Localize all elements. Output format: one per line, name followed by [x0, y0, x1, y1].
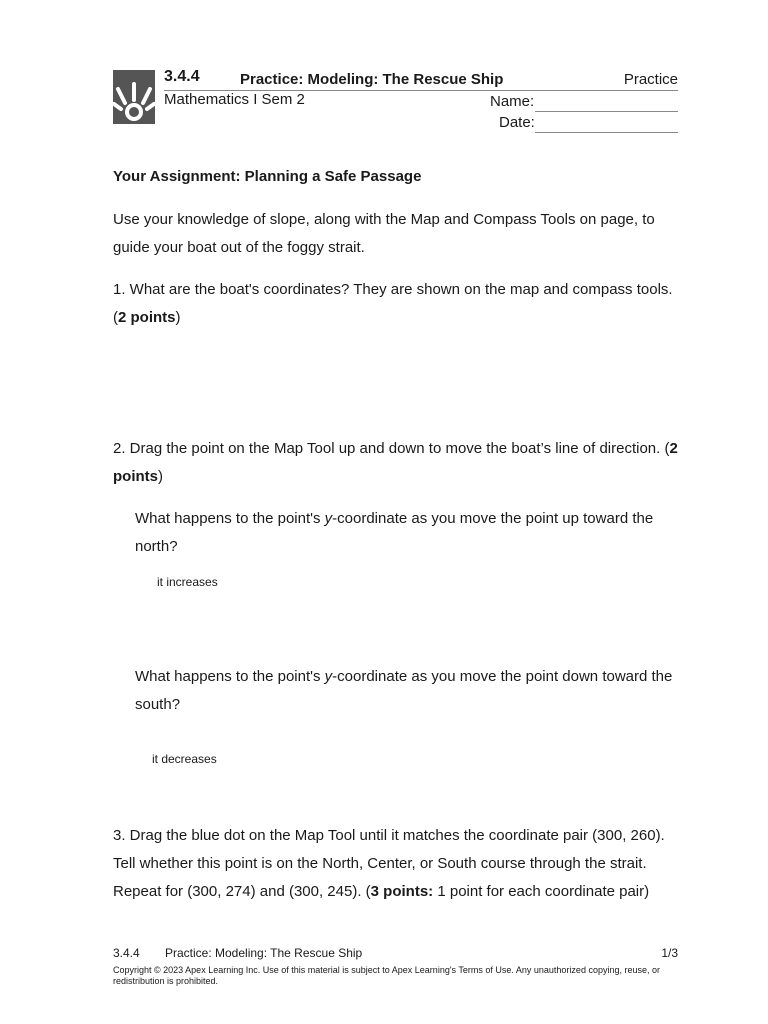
doc-type-label: Practice — [623, 71, 678, 88]
question-2a-post: -coordinate as you move the point up toward the north? — [135, 510, 654, 555]
course-name: Mathematics I Sem 2 — [164, 91, 305, 108]
answer-2b[interactable]: it decreases — [152, 752, 217, 766]
question-2a — [135, 505, 680, 561]
question-2-points: 2 points — [113, 440, 678, 485]
answer-2a[interactable]: it increases — [157, 575, 218, 589]
name-field[interactable] — [535, 111, 678, 112]
question-3-points: 3 points: — [370, 883, 434, 900]
question-2-close: ) — [158, 468, 163, 485]
apex-logo-icon — [113, 70, 155, 124]
question-3-text: 3. Drag the blue dot on the Map Tool until it matches the coordinate pair (300, 260). Tell whether this point is on the North, Center, or South course through the strait. Repeat for (300, 274) and (300, 245). ( — [113, 827, 665, 900]
question-1-close: ) — [175, 309, 181, 326]
question-2b-post: -coordinate as you move the point down toward the south? — [135, 668, 673, 713]
assignment-intro: Use your knowledge of slope, along with the Map and Compass Tools on page, to guide your boat out of the foggy strait. — [113, 211, 655, 256]
question-1-points: 2 points — [118, 309, 176, 326]
question-2-text: 2. Drag the point on the Map Tool up and down to move the boat’s line of direction. ( — [113, 440, 670, 457]
footer-title: Practice: Modeling: The Rescue Ship — [165, 946, 363, 960]
name-label: Name: — [490, 93, 535, 110]
question-3 — [113, 822, 683, 906]
question-1-text: 1. What are the boat's coordinates? They are shown on the map and compass tools. ( — [113, 281, 673, 326]
question-2b — [135, 663, 680, 719]
assignment-heading: Your Assignment: Planning a Safe Passage — [113, 168, 422, 185]
section-number: 3.4.4 — [164, 68, 200, 85]
page-title: Practice: Modeling: The Rescue Ship — [240, 71, 504, 88]
date-label: Date: — [499, 114, 535, 131]
copyright-notice: Copyright © 2023 Apex Learning Inc. Use of this material is subject to Apex Learning's Terms of Use. Any unauthorized copying, reuse, or redistribution is prohibited. — [113, 965, 660, 986]
question-2a-var: y — [324, 510, 333, 527]
question-3-tail: 1 point for each coordinate pair) — [433, 883, 650, 900]
date-field[interactable] — [535, 132, 678, 133]
page-number: 1/3 — [661, 946, 678, 960]
question-1 — [113, 276, 683, 332]
question-2b-var: y — [324, 668, 333, 685]
question-2a-pre: What happens to the point's — [135, 510, 325, 527]
footer-section-number: 3.4.4 — [113, 946, 140, 960]
question-2b-pre: What happens to the point's — [135, 668, 325, 685]
question-2 — [113, 435, 683, 491]
